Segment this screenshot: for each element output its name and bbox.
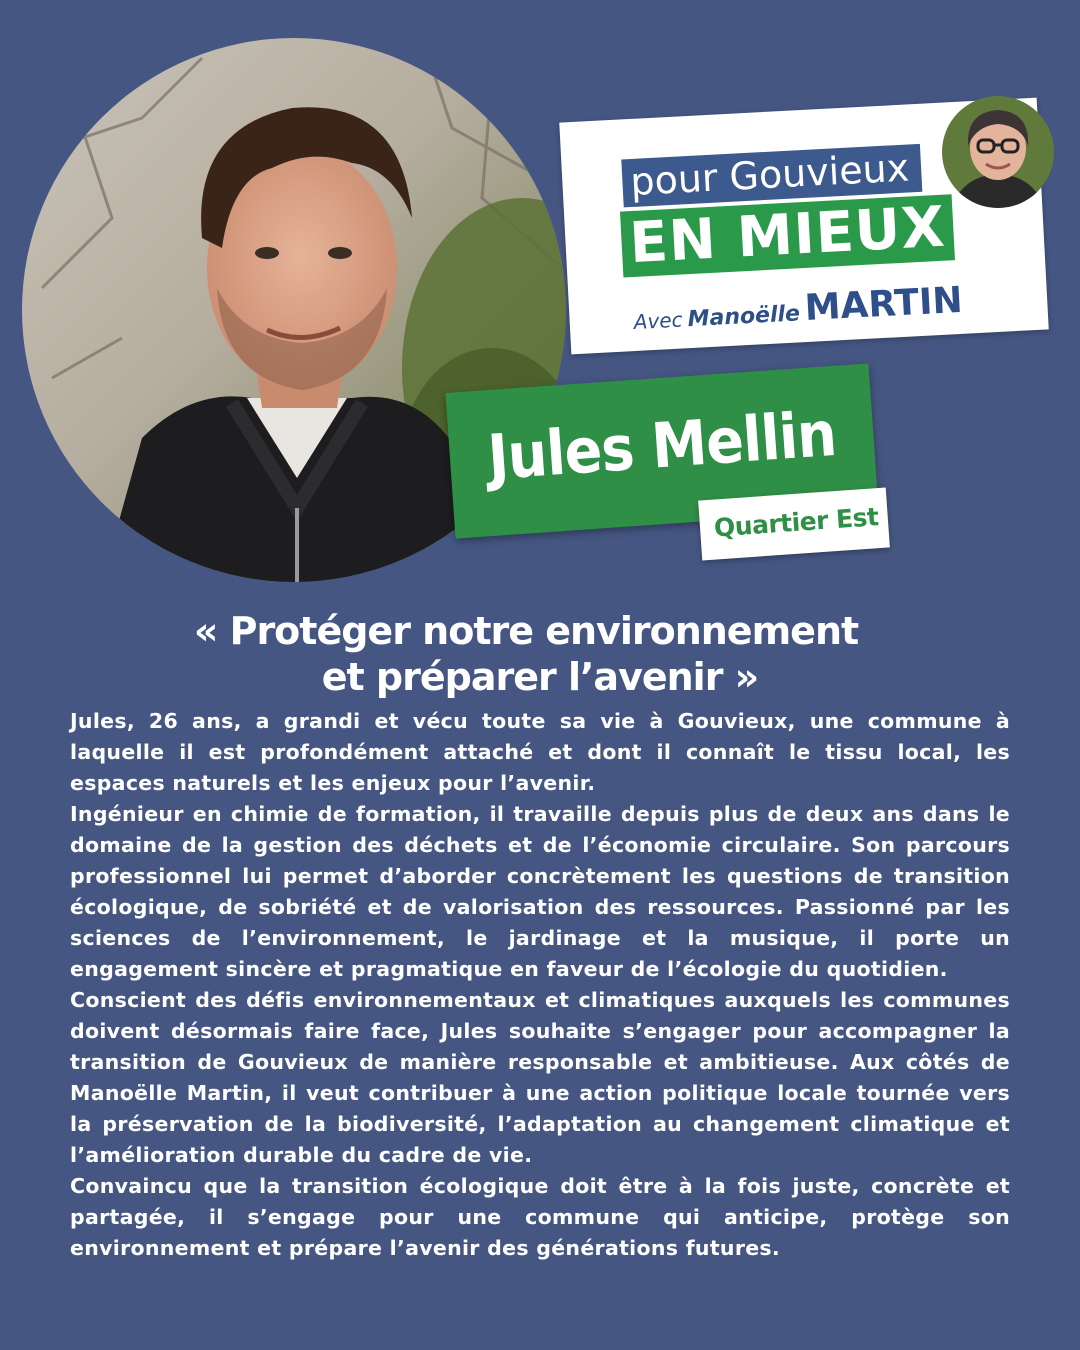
bio-paragraph-3: Conscient des défis environnementaux et climatiques auxquels les communes doivent désormais faire face, Jules souhaite s’engager pour accompagner la transition de Gouvieux de manière responsable et ambitieuse. Aux côtés de Manoëlle Martin, il veut contribuer à une action politique locale tournée vers la préservation de la biodiversité, l’adaptation au changement climatique et l’amélioration durable du cadre de vie. <box>70 988 1010 1167</box>
logo-tagline: pour Gouvieux <box>621 144 922 208</box>
logo-slogan: EN MIEUX <box>620 194 955 277</box>
logo-leader <box>632 280 963 338</box>
logo-leader-first-name: Manoëlle <box>687 301 801 333</box>
quote-line-2: et préparer l’avenir » <box>321 655 759 699</box>
district-tag <box>698 488 890 561</box>
candidate-name: Jules Mellin <box>485 396 839 495</box>
candidate-quote <box>0 608 1080 700</box>
leader-avatar <box>942 96 1054 208</box>
bio-paragraph-2: Ingénieur en chimie de formation, il travaille depuis plus de deux ans dans le domaine de la gestion des déchets et de l’économie circulaire. Son parcours professionnel lui permet d’aborder concrètement les questions de transition écologique, de sobriété et de valorisation des ressources. Passionné par les sciences de l’environnement, le jardinage et la musique, il porte un engagement sincère et pragmatique en faveur de l’écologie du quotidien. <box>70 802 1010 981</box>
candidate-district: Quartier Est <box>713 502 880 543</box>
logo-avec-label: Avec <box>633 307 684 335</box>
quote-line-1: « Protéger notre environnement <box>193 609 859 653</box>
bio-paragraph-1: Jules, 26 ans, a grandi et vécu toute sa vie à Gouvieux, une commune à laquelle il est profondément attaché et dont il connaît le tissu local, les espaces naturels et les enjeux pour l’avenir. <box>70 709 1010 795</box>
logo-leader-last-name: MARTIN <box>803 279 964 330</box>
bio-paragraph-4: Convaincu que la transition écologique doit être à la fois juste, concrète et partagée, il s’engage pour une commune qui anticipe, protège son environnement et prépare l’avenir des générations futures. <box>70 1174 1010 1260</box>
avatar-illustration <box>942 96 1054 208</box>
candidate-bio <box>70 706 1010 1264</box>
